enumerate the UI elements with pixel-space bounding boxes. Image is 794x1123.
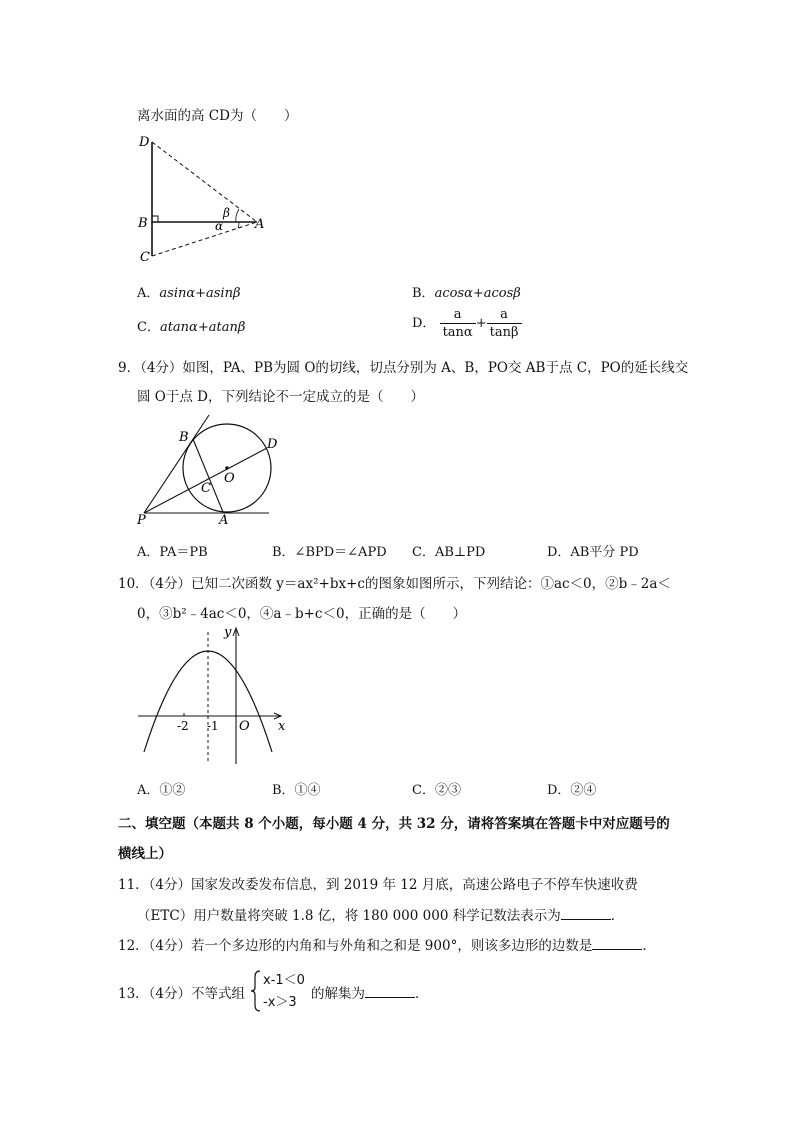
right-angle-mark	[152, 216, 158, 222]
q8-option-d[interactable]	[412, 308, 522, 339]
q11-answer-blank[interactable]	[561, 907, 611, 920]
frac1-denominator: tanα	[442, 325, 473, 340]
label-d: D	[139, 135, 150, 150]
label-minus-2: -2	[177, 719, 189, 733]
frac2-denominator: tanβ	[489, 325, 519, 340]
q13-brace-icon	[250, 969, 262, 1013]
frac2-numerator: a	[487, 308, 522, 324]
q8-option-c[interactable]	[137, 316, 245, 335]
label-minus-1: -1	[207, 719, 219, 733]
angle-alpha-arc	[238, 222, 239, 228]
label-c: C	[201, 481, 211, 496]
q8-option-c-text: atanα+atanβ	[159, 320, 246, 335]
label-d: D	[267, 437, 278, 452]
q8-option-a-letter: A．	[137, 286, 160, 301]
q10-line1: 10．（4分）已知二次函数 y＝ax²+bx+c的图象如图所示，下列结论：①ac＜0，②b﹣2a＜	[118, 576, 671, 592]
label-c: C	[140, 250, 150, 262]
q13-system-row1: x-1＜0	[263, 973, 305, 988]
q12-text: 12．（4分）若一个多边形的内角和与外角和之和是 900°，则该多边形的边数是	[118, 938, 593, 954]
q11-line1: 11．（4分）国家发改委发布信息，到 2019 年 12 月底，高速公路电子不停车快速收费	[118, 877, 638, 893]
q11-line2	[137, 904, 624, 924]
q13-suffix: 的解集为	[311, 986, 365, 1002]
q8-option-d-letter: D．	[412, 316, 436, 331]
q12-line	[118, 934, 656, 954]
label-b: B	[179, 430, 189, 445]
q11-line2-text: （ETC）用户数量将突破 1.8 亿，将 180 000 000 科学记数法表示为	[137, 908, 561, 924]
label-b: B	[138, 216, 148, 231]
q8-option-d-frac1	[440, 308, 476, 339]
q9-line1: 9．（4分）如图，PA、PB为圆 O的切线，切点分别为 A、B，PO交 AB于点 C，PO的延长线交	[118, 360, 689, 376]
angle-beta-arc	[236, 209, 239, 222]
label-alpha: α	[215, 219, 224, 233]
center-dot	[225, 466, 229, 470]
frac1-numerator: a	[440, 308, 476, 324]
label-a: A	[255, 217, 265, 232]
q9-figure	[134, 410, 284, 530]
segment-ca	[152, 222, 257, 256]
section2-heading-line1: 二、填空题（本题共 8 个小题，每小题 4 分，共 32 分，请将答案填在答题卡中对应题号的	[118, 816, 670, 832]
q10-option-b[interactable]: B．①④	[272, 783, 321, 798]
q9-option-d[interactable]: D．AB平分 PD	[547, 545, 639, 560]
label-a: A	[219, 513, 229, 528]
q10-option-c[interactable]: C．②③	[412, 783, 461, 798]
q13-end: ．	[415, 986, 429, 1002]
q8-option-b[interactable]	[412, 282, 521, 301]
label-y: y	[224, 625, 232, 640]
q9-option-c[interactable]: C．AB⊥PD	[412, 545, 486, 560]
label-origin: O	[239, 719, 250, 734]
q8-option-a-text: asinα+asinβ	[159, 286, 241, 301]
q9-line2: 圆 O于点 D，下列结论不一定成立的是（ ）	[137, 389, 424, 405]
q9-option-a[interactable]: A．PA＝PB	[137, 545, 208, 560]
tangent-pb	[144, 415, 209, 513]
q8-option-b-letter: B．	[412, 286, 435, 301]
q9-option-b[interactable]: B．∠BPD＝∠APD	[272, 545, 387, 560]
label-p: P	[137, 513, 146, 528]
q10-figure	[134, 622, 294, 767]
q8-option-c-letter: C．	[137, 320, 160, 335]
q10-option-a[interactable]: A．①②	[137, 783, 186, 798]
q11-line2-end: ．	[610, 908, 625, 924]
label-beta: β	[223, 206, 230, 220]
q10-line2: 0，③b²﹣4ac＜0，④a﹣b+c＜0，正确的是（ ）	[137, 606, 467, 622]
q10-option-d[interactable]: D．②④	[547, 783, 597, 798]
q8-option-d-frac2	[487, 308, 522, 339]
q8-stem-end: 离水面的高 CD为（ ）	[137, 108, 298, 124]
q8-figure	[136, 132, 276, 262]
segment-da	[152, 142, 257, 222]
label-x: x	[278, 719, 286, 734]
q13-suffix-wrap	[311, 982, 429, 1002]
q12-end: ．	[642, 938, 656, 954]
frac-plus: +	[475, 316, 487, 331]
q12-answer-blank[interactable]	[592, 937, 642, 950]
q8-option-a[interactable]	[137, 282, 240, 301]
q8-option-b-text: acosα+acosβ	[434, 286, 521, 301]
label-o: O	[224, 471, 235, 486]
q13-prefix: 13．（4分）不等式组	[118, 986, 246, 1002]
section2-heading-line2: 横线上）	[118, 846, 172, 862]
q13-system-row2: -x＞3	[263, 995, 297, 1010]
q13-answer-blank[interactable]	[365, 985, 415, 998]
